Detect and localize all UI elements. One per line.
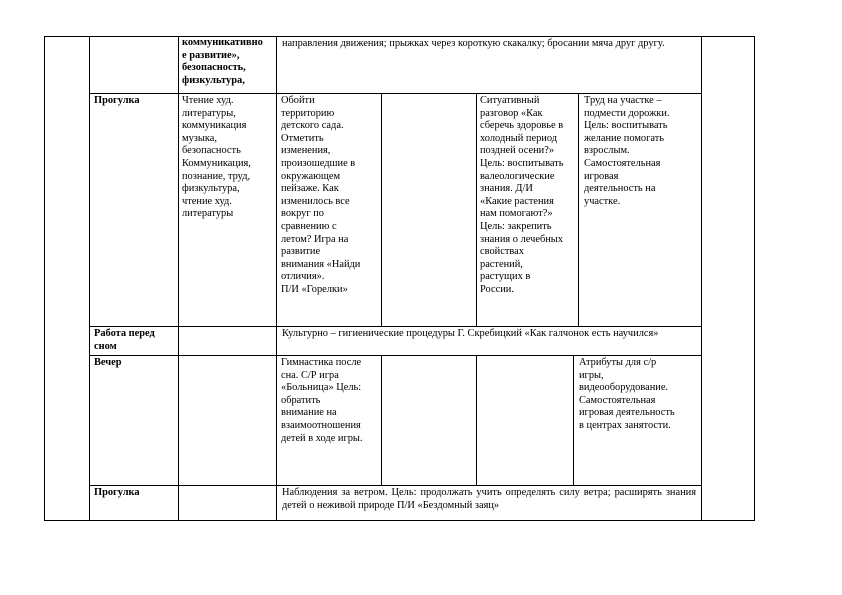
activity-content-cell: направления движения; прыжках через короткую скакалку; бросании мяча друг другу. <box>282 38 665 49</box>
column-divider <box>476 355 477 485</box>
table-border-bottom <box>44 520 755 521</box>
column-divider <box>573 355 574 485</box>
column-divider <box>89 36 90 520</box>
educational-areas-cell: коммуникативно е развитие», безопасность, физкультура, <box>182 37 263 86</box>
column-divider <box>276 36 277 520</box>
row-divider <box>89 326 702 327</box>
row-divider <box>89 93 702 94</box>
table-border-right <box>754 36 755 520</box>
column-divider <box>701 36 702 520</box>
regime-moment-label: Вечер <box>94 357 122 368</box>
row-divider <box>89 355 702 356</box>
table-border-top <box>44 36 755 37</box>
column-divider <box>381 355 382 485</box>
column-divider <box>578 93 579 326</box>
regime-moment-label: Работа перед сном <box>94 328 155 352</box>
group-work-cell: Гимнастика после сна. С/Р игра «Больница» Цель: обратить внимание на взаимоотношения детей в ходе игры. <box>281 357 363 444</box>
regime-moment-label: Прогулка <box>94 487 140 498</box>
group-work-cell: Обойти территорию детского сада. Отметить изменения, произошедшие в окружающем пейзаже. Как изменилось все вокруг по сравнению с летом? Игра на развитие внимания «Найди отличия». П/И «Горелки» <box>281 95 361 295</box>
activity-content-cell: Культурно – гигиенические процедуры Г. Скребицкий «Как галчонок есть научился» <box>282 328 659 339</box>
column-divider <box>178 36 179 520</box>
column-divider <box>381 93 382 326</box>
environment-cell: Труд на участке – подмести дорожки. Цель: воспитывать желание помогать взрослым. Самостоятельная игровая деятельность на участке. <box>584 95 670 207</box>
table-border-left <box>44 36 45 520</box>
educational-areas-cell: Чтение худ. литературы, коммуникация музыка, безопасность Коммуникация, познание, труд, физкультура, чтение худ. литературы <box>182 95 251 220</box>
activity-content-cell: Наблюдения за ветром. Цель: продолжать учить определять силу ветра; расширять знания детей о неживой природе П/И «Бездомный заяц» <box>282 487 696 511</box>
row-divider <box>89 485 702 486</box>
environment-cell: Атрибуты для с/р игры, видеооборудование. Самостоятельная игровая деятельность в центрах занятости. <box>579 357 675 431</box>
situational-talk-cell: Ситуативный разговор «Как сберечь здоровье в холодный период поздней осени?» Цель: воспитывать валеологические знания. Д/И «Какие растения нам помогают?» Цель: закрепить знания о лечебных свойствах растений, растущих в России. <box>480 95 564 295</box>
regime-moment-label: Прогулка <box>94 95 140 106</box>
column-divider <box>476 93 477 326</box>
